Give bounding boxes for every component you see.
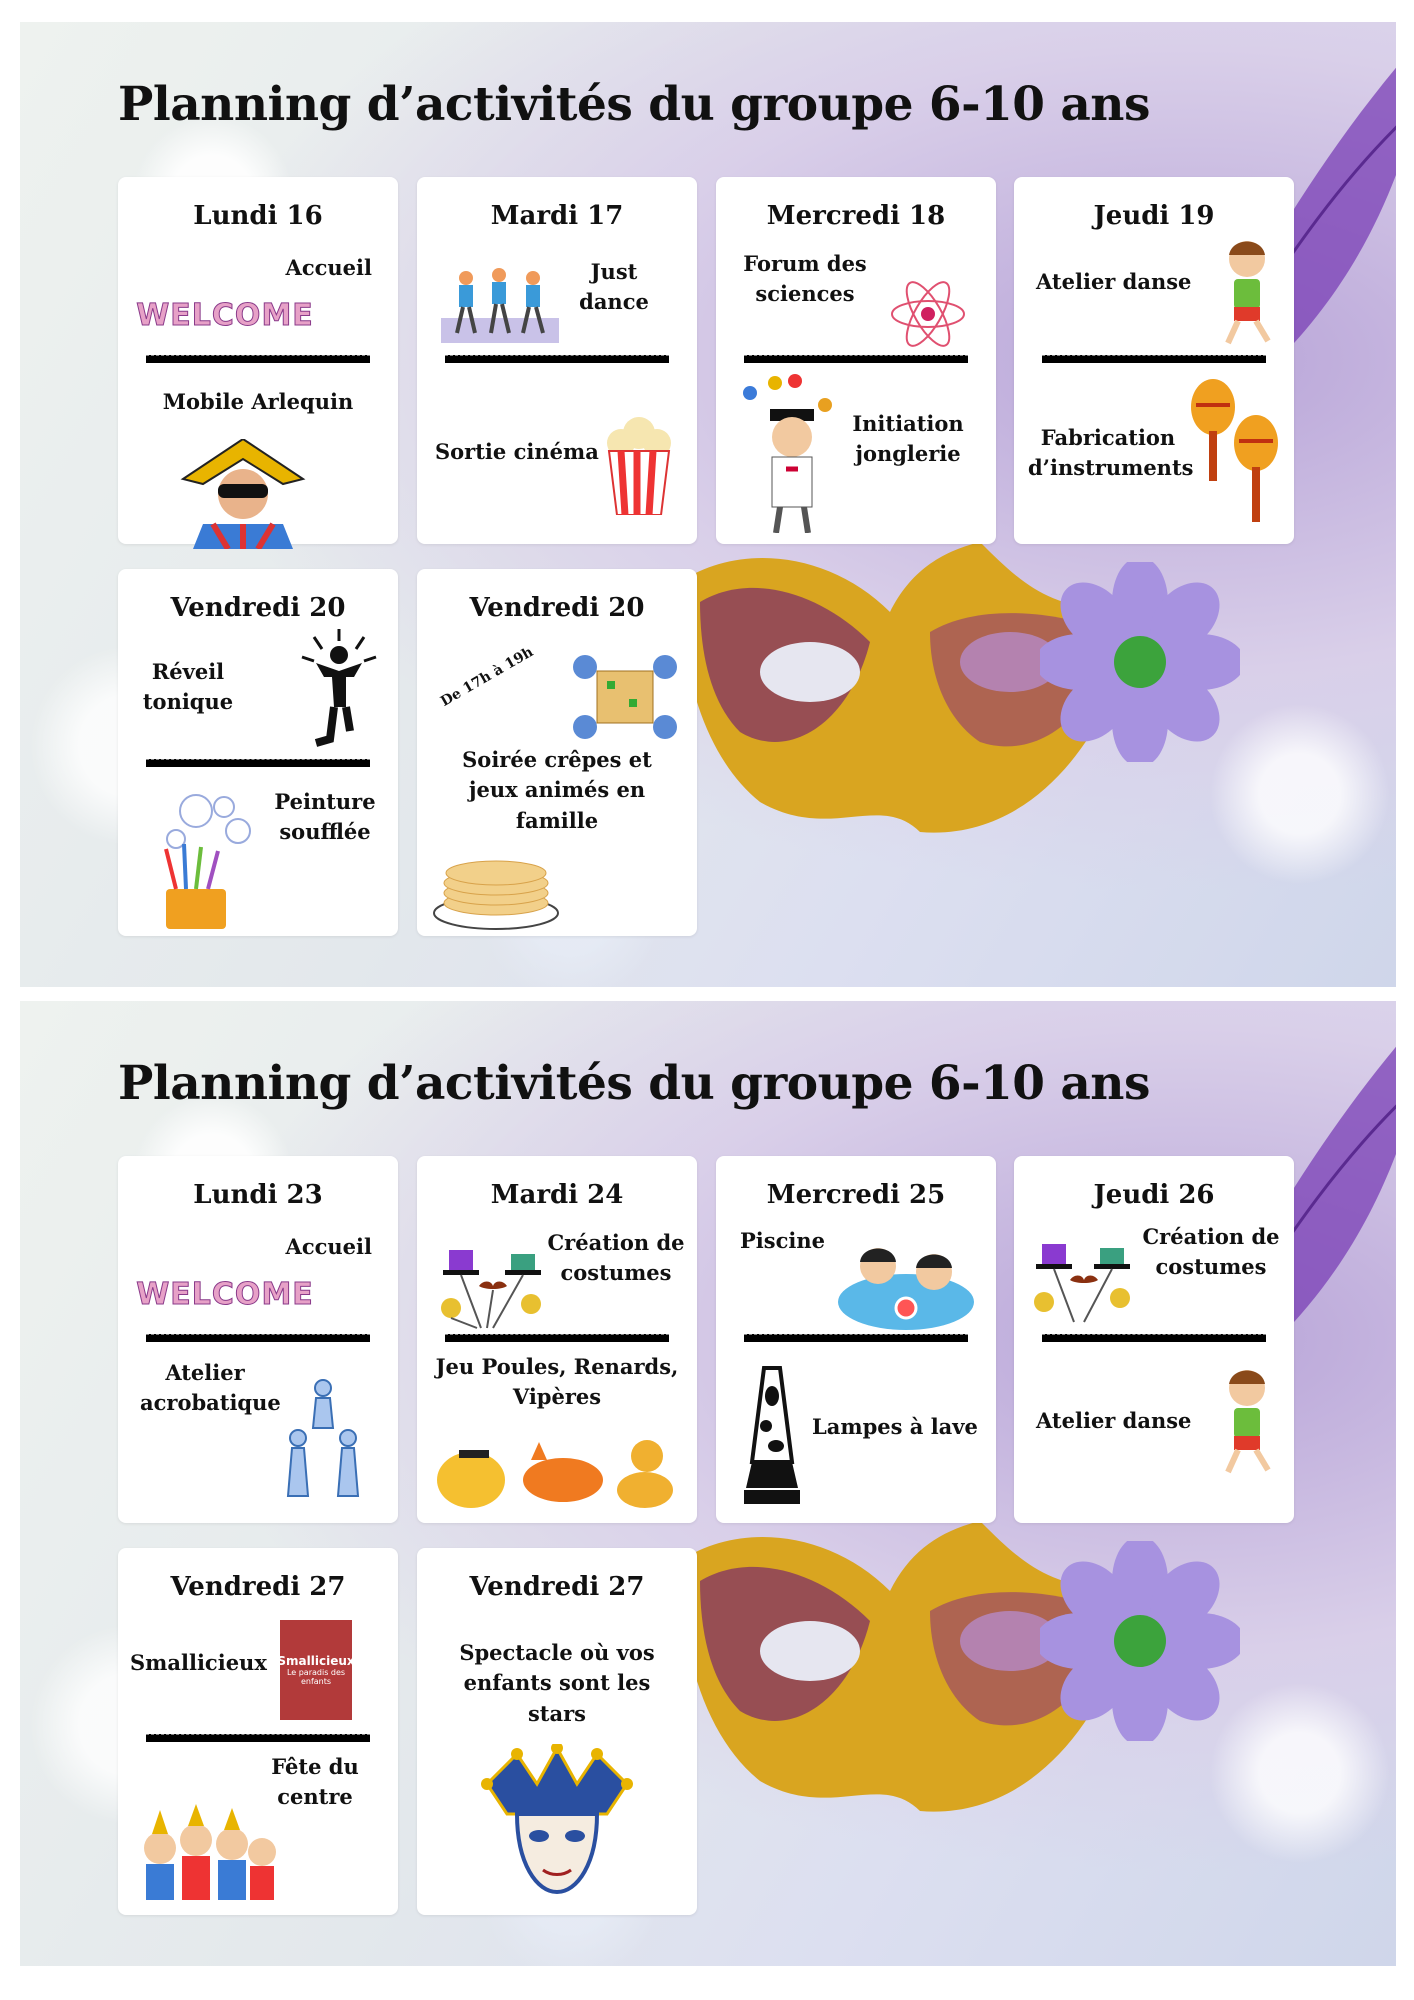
welcome-banner-icon: WELCOME <box>136 297 314 333</box>
page-title: Planning d’activités du groupe 6-10 ans <box>118 77 1150 132</box>
day-card-mercredi-25 <box>716 1156 996 1523</box>
brushes-bubbles-icon <box>146 789 276 929</box>
page-title: Planning d’activités du groupe 6-10 ans <box>118 1056 1150 1111</box>
day-card-mercredi-18 <box>716 177 996 544</box>
divider <box>146 759 370 767</box>
day-card-vendredi-20-b <box>417 569 697 936</box>
day-label: Vendredi 20 <box>170 593 346 623</box>
day-label: Jeudi 26 <box>1093 1180 1215 1210</box>
divider <box>1042 355 1266 363</box>
crepes-icon <box>431 841 561 931</box>
activity-afternoon: Sortie cinéma <box>435 439 599 464</box>
time-note: De 17h à 19h <box>437 644 537 710</box>
swimming-kids-icon <box>836 1222 976 1332</box>
welcome-banner-icon: WELCOME <box>136 1276 314 1312</box>
popcorn-icon <box>603 415 675 515</box>
activity-afternoon: Jeu Poules, Renards, Vipères <box>435 1354 679 1410</box>
activity-afternoon: Lampes à lave <box>812 1414 978 1439</box>
activity-morning: Just dance <box>579 259 649 315</box>
harlequin-icon <box>173 439 313 549</box>
activity-afternoon: Atelier acrobatique <box>140 1360 281 1416</box>
day-card-mardi-17 <box>417 177 697 544</box>
day-label: Jeudi 19 <box>1093 201 1215 231</box>
divider <box>744 1334 968 1342</box>
divider <box>146 1734 370 1742</box>
activity-afternoon: Atelier danse <box>1036 1408 1192 1433</box>
activity-main: Spectacle où vos enfants sont les stars <box>459 1640 655 1726</box>
day-card-lundi-23 <box>118 1156 398 1523</box>
day-label: Vendredi 27 <box>469 1572 645 1602</box>
day-label: Mardi 24 <box>490 1180 624 1210</box>
day-label: Vendredi 27 <box>170 1572 346 1602</box>
chicken-fox-snake-icon <box>431 1428 683 1514</box>
logo-subtitle: Le paradis des enfants <box>286 1668 346 1686</box>
day-label: Vendredi 20 <box>469 593 645 623</box>
day-label: Mercredi 25 <box>766 1180 946 1210</box>
day-label: Lundi 16 <box>193 201 323 231</box>
planning-page-1 <box>20 22 1396 987</box>
divider <box>445 355 669 363</box>
day-label: Lundi 23 <box>193 1180 323 1210</box>
party-kids-icon <box>138 1804 278 1904</box>
day-card-mardi-24 <box>417 1156 697 1523</box>
day-card-vendredi-20-a <box>118 569 398 936</box>
day-card-vendredi-27-a <box>118 1548 398 1915</box>
activity-afternoon: Mobile Arlequin <box>162 389 354 414</box>
energetic-person-icon <box>294 627 384 747</box>
day-card-vendredi-27-b <box>417 1548 697 1915</box>
day-label: Mercredi 18 <box>766 201 946 231</box>
activity-morning: Smallicieux <box>130 1650 267 1675</box>
juggler-icon <box>730 373 840 533</box>
day-label: Mardi 17 <box>490 201 624 231</box>
activity-morning: Piscine <box>740 1228 825 1253</box>
lava-lamp-icon <box>742 1366 802 1506</box>
acrobats-icon <box>278 1378 368 1498</box>
divider <box>146 355 370 363</box>
activity-morning: Réveil tonique <box>142 659 234 715</box>
activity-morning: Création de costumes <box>547 1230 685 1286</box>
activity-afternoon: Peinture soufflée <box>274 789 376 845</box>
activity-afternoon: Fabrication d’instruments <box>1028 425 1194 481</box>
costume-props-icon <box>431 1246 551 1331</box>
activity-morning: Accueil <box>285 1234 372 1259</box>
activity-morning: Forum des sciences <box>743 251 867 307</box>
dancing-boy-icon <box>1212 237 1282 347</box>
atom-icon <box>888 277 968 351</box>
planning-page-2 <box>20 1001 1396 1966</box>
board-game-family-icon <box>567 649 683 745</box>
divider <box>146 1334 370 1342</box>
divider <box>1042 1334 1266 1342</box>
day-card-jeudi-19 <box>1014 177 1294 544</box>
day-card-lundi-16 <box>118 177 398 544</box>
maracas-icon <box>1178 375 1288 525</box>
divider <box>445 1334 669 1342</box>
day-card-jeudi-26 <box>1014 1156 1294 1523</box>
dancers-icon <box>441 263 559 343</box>
activity-evening: Soirée crêpes et jeux animés en famille <box>462 747 652 833</box>
purple-flower-icon <box>1040 562 1240 762</box>
divider <box>744 355 968 363</box>
activity-morning: Accueil <box>285 255 372 280</box>
activity-afternoon: Fête du centre <box>271 1754 359 1810</box>
smallicieux-logo <box>277 1620 355 1720</box>
activity-morning: Création de costumes <box>1142 1224 1280 1280</box>
activity-morning: Atelier danse <box>1036 269 1192 294</box>
activity-afternoon: Initiation jonglerie <box>852 411 964 467</box>
costume-props-icon <box>1028 1240 1138 1325</box>
purple-flower-icon <box>1040 1541 1240 1741</box>
dancing-boy-icon <box>1212 1366 1282 1476</box>
logo-title: Smallicieux <box>277 1654 355 1668</box>
jester-mask-icon <box>477 1744 637 1894</box>
